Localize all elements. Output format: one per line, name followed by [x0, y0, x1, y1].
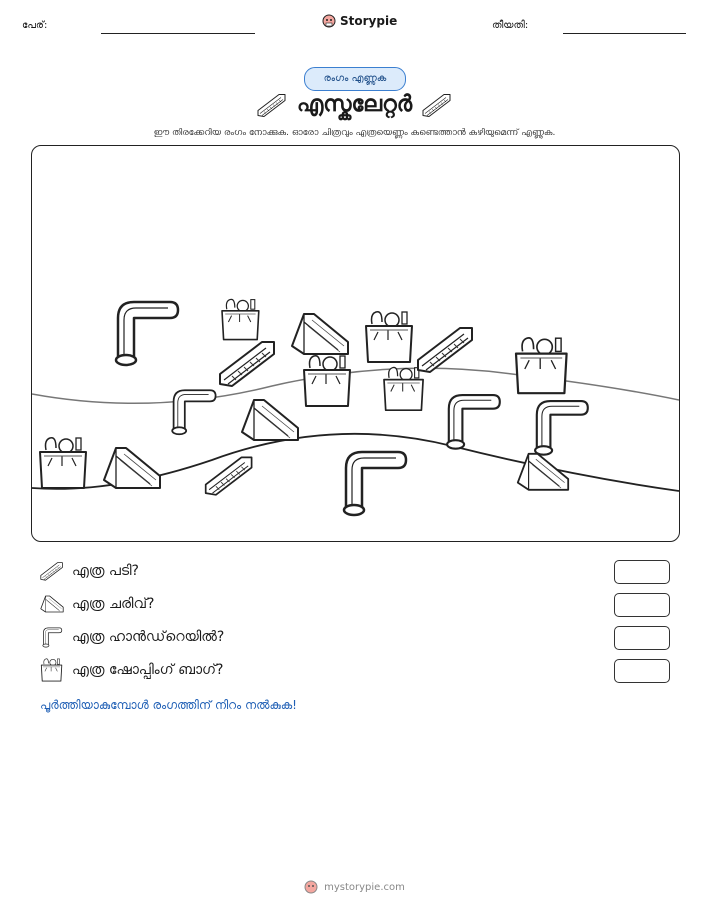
- scene-panel: [31, 145, 680, 542]
- question-text: എത്ര പടി?: [72, 563, 139, 579]
- question-text: എത്ര ചരിവ്?: [72, 596, 155, 612]
- shopping-bag: [304, 356, 350, 406]
- question-handrail: [40, 624, 224, 650]
- shopping-bag: [516, 338, 567, 393]
- handrail: [116, 302, 178, 365]
- name-line[interactable]: [101, 33, 255, 34]
- name-label: പേര്:: [22, 20, 48, 31]
- footer-url[interactable]: mystorypie.com: [324, 881, 405, 893]
- activity-badge: രംഗം എണ്ണുക: [304, 67, 406, 91]
- question-steps: [40, 558, 139, 584]
- slope: [104, 448, 160, 488]
- slope: [518, 454, 568, 490]
- handrail: [535, 401, 588, 455]
- page-title: [0, 92, 709, 118]
- handrail: [344, 452, 406, 515]
- question-text: എത്ര ഹാൻഡ്‌റെയിൽ?: [72, 629, 225, 645]
- shopping-bag: [366, 312, 412, 362]
- handrail: [447, 395, 500, 449]
- question-text: എത്ര ഷോപ്പിംഗ് ബാഗ്?: [72, 662, 224, 678]
- escalator-steps: [206, 457, 252, 494]
- answer-box-steps[interactable]: [614, 560, 670, 584]
- escalator-icon: [422, 92, 452, 118]
- date-line[interactable]: [563, 33, 686, 34]
- footer: [0, 880, 709, 894]
- escalator-steps-icon: [40, 560, 64, 582]
- brand-logo: [322, 14, 397, 28]
- question-bag: [40, 657, 223, 683]
- shopping-bag: [384, 367, 423, 410]
- shopping-bag: [40, 438, 86, 488]
- title-text: എസ്കലേറ്റർ: [296, 92, 413, 117]
- storypie-logo-icon: [304, 880, 318, 894]
- handrail: [172, 390, 215, 434]
- slope-icon: [40, 593, 64, 615]
- slope: [242, 400, 298, 440]
- escalator-steps: [418, 328, 472, 372]
- shopping-bag-icon: [40, 658, 64, 682]
- brand-name: Storypie: [340, 14, 398, 28]
- coloring-prompt: പൂർത്തിയാകുമ്പോൾ രംഗത്തിന് നിറം നൽകുക!: [40, 698, 297, 712]
- question-slope: [40, 591, 154, 617]
- answer-box-handrail[interactable]: [614, 626, 670, 650]
- handrail-icon: [40, 626, 64, 648]
- slope: [292, 314, 348, 354]
- answer-box-bag[interactable]: [614, 659, 670, 683]
- date-label: തീയതി:: [492, 20, 529, 31]
- storypie-logo-icon: [322, 14, 336, 28]
- floor-line-upper: [32, 368, 679, 403]
- scene-illustration: [32, 146, 679, 541]
- answer-box-slope[interactable]: [614, 593, 670, 617]
- instructions: ഈ തിരക്കേറിയ രംഗം നോക്കുക. ഓരോ ചിത്രവും എത്രയെണ്ണം കണ്ടെത്താൻ കഴിയുമെന്ന് എണ്ണുക.: [153, 128, 556, 138]
- escalator-icon: [257, 92, 287, 118]
- shopping-bag: [222, 299, 259, 339]
- escalator-steps: [220, 342, 274, 386]
